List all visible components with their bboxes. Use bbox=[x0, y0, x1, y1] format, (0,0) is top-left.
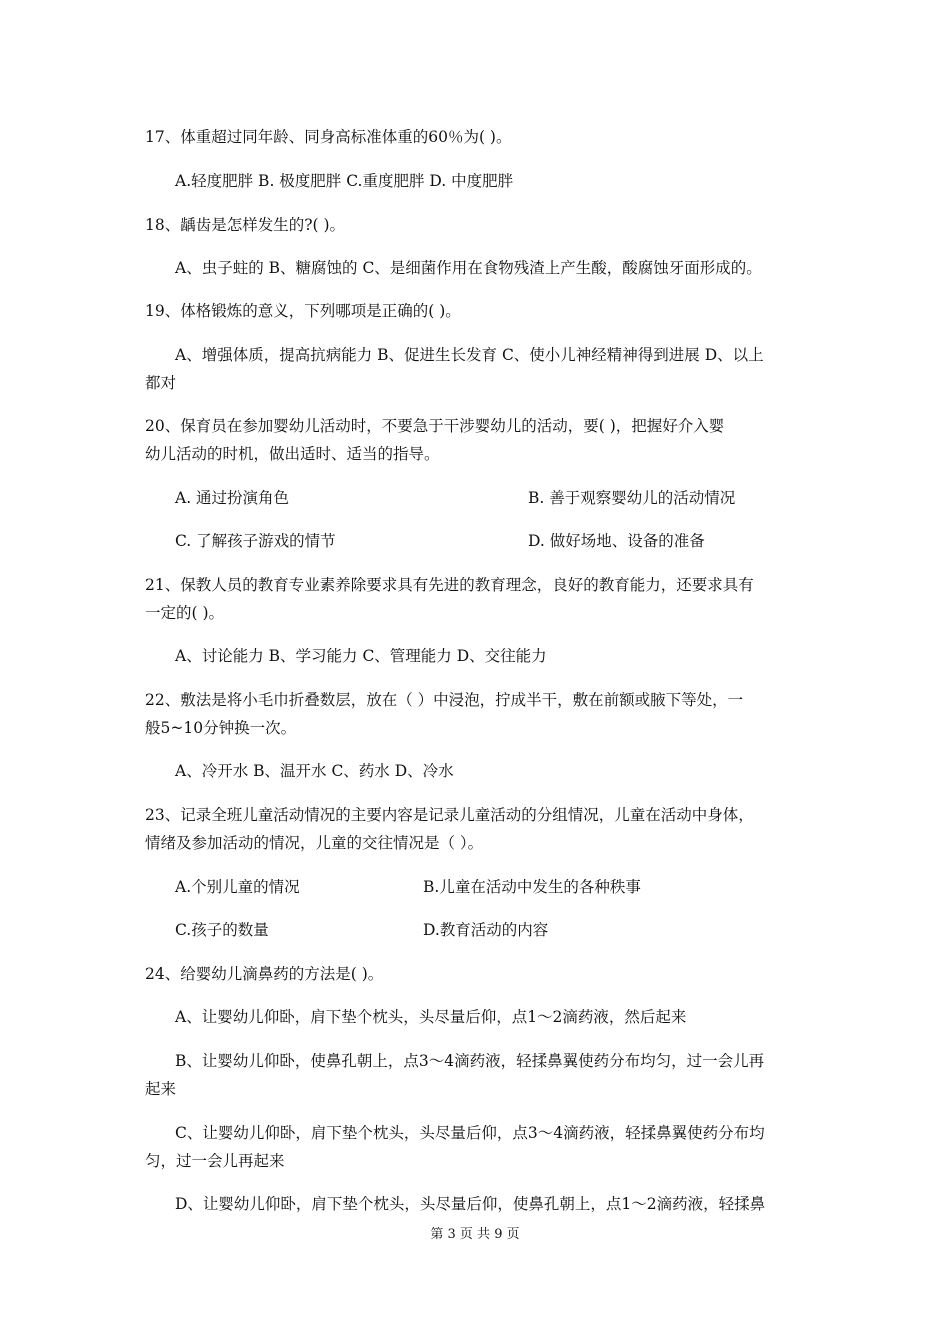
page-footer: 第 3 页 共 9 页 bbox=[430, 1227, 520, 1242]
question-23-option-a: A.个别儿童的情况 bbox=[175, 878, 300, 896]
question-20-option-b: B. 善于观察婴幼儿的活动情况 bbox=[528, 489, 736, 507]
question-17-options: A.轻度肥胖 B. 极度肥胖 C.重度肥胖 D. 中度肥胖 bbox=[175, 172, 514, 190]
question-22-stem-line-2: 般5~10分钟换一次。 bbox=[145, 719, 297, 737]
question-24-option-b-line-2: 起来 bbox=[145, 1080, 177, 1098]
question-19-options-line-2: 都对 bbox=[145, 374, 177, 392]
question-21-stem-line-2: 一定的( )。 bbox=[145, 604, 225, 622]
question-22-options: A、冷开水 B、温开水 C、药水 D、冷水 bbox=[175, 762, 454, 780]
question-24-option-c-line-2: 匀，过一会儿再起来 bbox=[145, 1152, 285, 1170]
question-24-option-b-line-1: B、让婴幼儿仰卧，使鼻孔朝上，点3～4滴药液，轻揉鼻翼使药分布均匀，过一会儿再 bbox=[175, 1052, 765, 1070]
question-23-stem-line-1: 23、记录全班儿童活动情况的主要内容是记录儿童活动的分组情况，儿童在活动中身体， bbox=[145, 806, 754, 824]
question-23-option-d: D.教育活动的内容 bbox=[423, 921, 549, 939]
question-20-option-a: A. 通过扮演角色 bbox=[175, 489, 290, 507]
question-19-stem: 19、体格锻炼的意义，下列哪项是正确的( )。 bbox=[145, 302, 461, 320]
question-24-option-a: A、让婴幼儿仰卧，肩下垫个枕头，头尽量后仰，点1～2滴药液，然后起来 bbox=[175, 1008, 687, 1026]
question-24-stem: 24、给婴幼儿滴鼻药的方法是( )。 bbox=[145, 965, 384, 983]
question-18-stem: 18、龋齿是怎样发生的?( )。 bbox=[145, 216, 346, 234]
question-24-option-c-line-1: C、让婴幼儿仰卧，肩下垫个枕头，头尽量后仰，点3～4滴药液，轻揉鼻翼使药分布均 bbox=[175, 1124, 765, 1142]
question-24-option-d-line-1: D、让婴幼儿仰卧，肩下垫个枕头，头尽量后仰，使鼻孔朝上，点1～2滴药液，轻揉鼻 bbox=[175, 1195, 766, 1213]
question-20-stem-line-2: 幼儿活动的时机，做出适时、适当的指导。 bbox=[145, 445, 440, 463]
question-17-stem: 17、体重超过同年龄、同身高标准体重的60％为( )。 bbox=[145, 128, 512, 146]
question-18-options: A、虫子蛀的 B、糖腐蚀的 C、是细菌作用在食物残渣上产生酸，酸腐蚀牙面形成的。 bbox=[175, 259, 762, 277]
question-23-option-c: C.孩子的数量 bbox=[175, 921, 269, 939]
question-20-option-c: C. 了解孩子游戏的情节 bbox=[175, 532, 336, 550]
question-20-stem-line-1: 20、保育员在参加婴幼儿活动时，不要急于干涉婴幼儿的活动，要( )，把握好介入婴 bbox=[145, 417, 725, 435]
question-19-options-line-1: A、增强体质，提高抗病能力 B、促进生长发育 C、使小儿神经精神得到进展 D、以上 bbox=[175, 346, 764, 364]
question-20-option-d: D. 做好场地、设备的准备 bbox=[528, 532, 705, 550]
question-21-stem-line-1: 21、保教人员的教育专业素养除要求具有先进的教育理念，良好的教育能力，还要求具有 bbox=[145, 576, 754, 594]
question-21-options: A、讨论能力 B、学习能力 C、管理能力 D、交往能力 bbox=[175, 647, 547, 665]
question-23-stem-line-2: 情绪及参加活动的情况，儿童的交往情况是（ ）。 bbox=[145, 834, 484, 852]
question-23-option-b: B.儿童在活动中发生的各种秩事 bbox=[423, 878, 641, 896]
question-22-stem-line-1: 22、敷法是将小毛巾折叠数层，放在（ ）中浸泡，拧成半干，敷在前额或腋下等处，一 bbox=[145, 691, 744, 709]
